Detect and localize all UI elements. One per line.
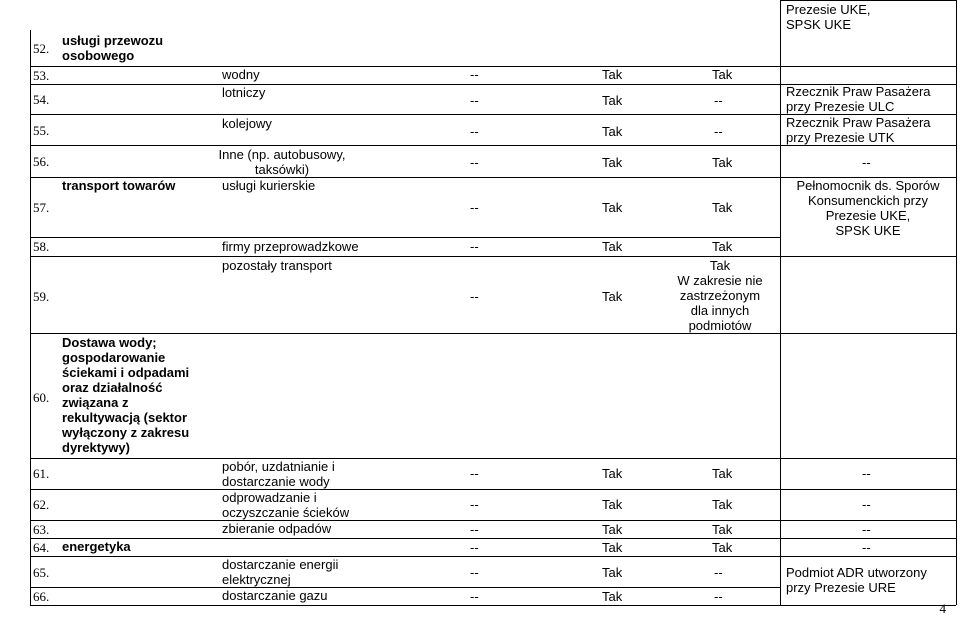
cell-value: Tak xyxy=(602,124,623,139)
cell-value: Tak W zakresie nie zastrzeżonym dla innych podmiotów xyxy=(677,258,763,333)
subcategory-label: Inne (np. autobusowy, taksówki) xyxy=(218,147,346,177)
subcategory-label: wodny xyxy=(222,67,260,82)
notes-cell: Rzecznik Praw Pasażera przy Prezesie ULC xyxy=(786,84,931,114)
row-number: 63. xyxy=(33,522,50,537)
cell-value: Tak xyxy=(602,466,623,481)
row-number: 58. xyxy=(33,239,50,254)
row-number: 64. xyxy=(33,540,50,555)
cell-value: Tak xyxy=(602,565,623,580)
cell-value: -- xyxy=(714,124,723,139)
row-number: 57. xyxy=(33,200,50,215)
cell-value: Tak xyxy=(602,200,623,215)
cell-value: -- xyxy=(470,466,479,481)
cell-value: -- xyxy=(470,67,479,82)
subcategory-label: zbieranie odpadów xyxy=(222,521,332,536)
row-number: 54. xyxy=(33,92,50,107)
category-label: Dostawa wody; gospodarowanie ściekami i odpadami oraz działalność związana z rekultywacją (sektor wyłączony z zakresu dyrektywy) xyxy=(62,335,190,455)
cell-value: Tak xyxy=(602,522,623,537)
cell-value: Tak xyxy=(602,239,623,254)
cell-value: -- xyxy=(470,289,479,304)
page-number: 4 xyxy=(939,601,946,616)
category-label: usługi przewozu osobowego xyxy=(62,33,164,63)
row-number: 59. xyxy=(33,289,50,304)
row-number: 56. xyxy=(33,154,50,169)
cell-value: -- xyxy=(470,565,479,580)
subcategory-label: dostarczanie energii elektrycznej xyxy=(222,557,339,587)
subcategory-label: kolejowy xyxy=(222,116,272,131)
cell-value: Tak xyxy=(602,589,623,604)
cell-value: -- xyxy=(470,124,479,139)
cell-value: -- xyxy=(862,466,871,481)
cell-value: Tak xyxy=(602,540,623,555)
cell-value: Tak xyxy=(712,540,733,555)
cell-value: Tak xyxy=(712,200,733,215)
row-number: 60. xyxy=(33,390,50,405)
subcategory-label: usługi kurierskie xyxy=(222,178,316,193)
row-number: 55. xyxy=(33,123,50,138)
cell-value: -- xyxy=(470,200,479,215)
row-number: 53. xyxy=(33,68,50,83)
row-number: 52. xyxy=(33,41,50,56)
row-number: 62. xyxy=(33,497,50,512)
cell-value: -- xyxy=(862,155,871,170)
cell-value: -- xyxy=(862,522,871,537)
notes-cell: Podmiot ADR utworzony przy Prezesie URE xyxy=(786,565,927,595)
category-label: transport towarów xyxy=(62,178,176,193)
cell-value: -- xyxy=(470,155,479,170)
subcategory-label: dostarczanie gazu xyxy=(222,588,328,603)
cell-value: Tak xyxy=(712,497,733,512)
cell-value: Tak xyxy=(712,67,733,82)
row-number: 65. xyxy=(33,565,50,580)
category-label: energetyka xyxy=(62,539,131,554)
cell-value: -- xyxy=(714,93,723,108)
cell-value: -- xyxy=(470,93,479,108)
cell-value: Tak xyxy=(602,497,623,512)
cell-value: Tak xyxy=(602,155,623,170)
subcategory-label: lotniczy xyxy=(222,85,266,100)
cell-value: -- xyxy=(470,239,479,254)
cell-value: -- xyxy=(470,540,479,555)
cell-value: Tak xyxy=(602,93,623,108)
cell-value: -- xyxy=(862,497,871,512)
cell-value: Tak xyxy=(602,289,623,304)
cell-value: Tak xyxy=(712,239,733,254)
notes-cell: Prezesie UKE, SPSK UKE xyxy=(786,2,871,32)
subcategory-label: odprowadzanie i oczyszczanie ścieków xyxy=(222,490,350,520)
notes-cell: Pełnomocnik ds. Sporów Konsumenckich przy Prezesie UKE, SPSK UKE xyxy=(796,178,940,238)
cell-value: -- xyxy=(470,589,479,604)
subcategory-label: firmy przeprowadzkowe xyxy=(222,239,359,254)
row-number: 61. xyxy=(33,466,50,481)
cell-value: Tak xyxy=(602,67,623,82)
cell-value: -- xyxy=(862,540,871,555)
subcategory-label: pozostały transport xyxy=(222,258,332,273)
cell-value: Tak xyxy=(712,155,733,170)
cell-value: -- xyxy=(714,565,723,580)
subcategory-label: pobór, uzdatnianie i dostarczanie wody xyxy=(222,459,335,489)
row-number: 66. xyxy=(33,589,50,604)
cell-value: Tak xyxy=(712,522,733,537)
notes-cell: Rzecznik Praw Pasażera przy Prezesie UTK xyxy=(786,115,931,145)
cell-value: -- xyxy=(470,497,479,512)
cell-value: Tak xyxy=(712,466,733,481)
cell-value: -- xyxy=(470,522,479,537)
cell-value: -- xyxy=(714,589,723,604)
